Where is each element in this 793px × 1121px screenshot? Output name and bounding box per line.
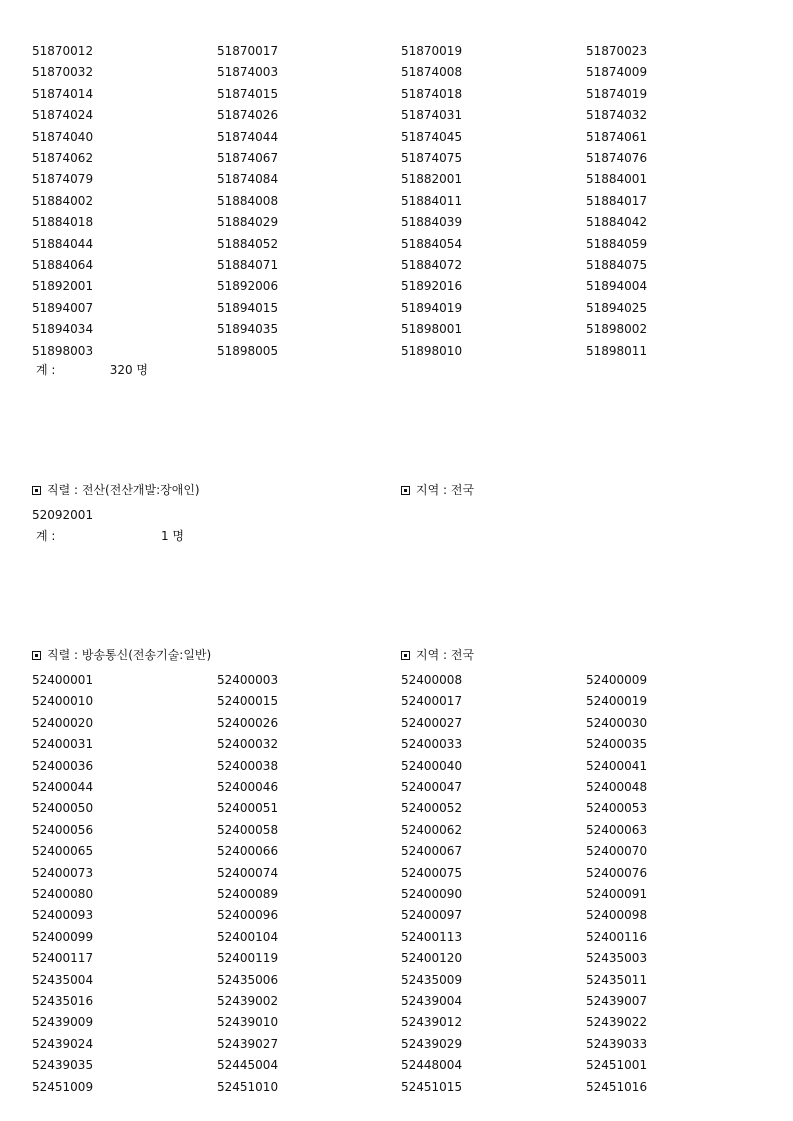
- applicant-number: 52400001: [32, 673, 94, 687]
- applicant-number: 52400044: [32, 780, 94, 794]
- applicant-number: 52435011: [586, 972, 648, 987]
- applicant-number: 51874032: [586, 108, 648, 123]
- list-row: [32, 343, 772, 364]
- applicant-number: 51898005: [217, 343, 279, 358]
- applicant-number: 52400032: [217, 737, 279, 752]
- list-row: [32, 1057, 772, 1078]
- list-row: [32, 43, 772, 64]
- applicant-number: 52439022: [586, 1015, 648, 1030]
- applicant-number: 51884044: [32, 236, 94, 251]
- region-text: 지역 : 전국: [416, 483, 475, 497]
- job-series-text: 직렬 : 방송통신(전송기술:일반): [47, 648, 212, 662]
- applicant-number: 51898010: [401, 343, 463, 358]
- applicant-number: 52400048: [586, 780, 648, 794]
- applicant-number: 51894004: [586, 279, 648, 294]
- total-section-2: [36, 528, 236, 546]
- list-row: [32, 1079, 772, 1100]
- applicant-number: 51874019: [586, 86, 648, 101]
- applicant-number: 52439033: [586, 1036, 648, 1051]
- applicant-number: 52400009: [586, 673, 648, 687]
- applicant-number: 51874067: [217, 151, 279, 165]
- applicant-number: 51894007: [32, 300, 94, 315]
- region-text: 지역 : 전국: [416, 648, 475, 662]
- job-series-text: 직렬 : 전산(전산개발:장애인): [47, 483, 200, 497]
- applicant-number: 52400120: [401, 951, 463, 966]
- applicant-number: 52439029: [401, 1036, 463, 1051]
- applicant-number: 52400030: [586, 715, 648, 730]
- applicant-number: 51874079: [32, 172, 94, 187]
- applicant-number: 52439007: [586, 994, 648, 1008]
- applicant-number: 52400104: [217, 929, 279, 944]
- applicant-number: 52400091: [586, 887, 648, 901]
- applicant-number: 52435016: [32, 994, 94, 1008]
- list-row: [32, 993, 772, 1014]
- applicant-number: 52400015: [217, 694, 279, 709]
- applicant-number: 52451001: [586, 1058, 648, 1073]
- applicant-number: 52439024: [32, 1036, 94, 1051]
- applicant-number: 52400073: [32, 865, 94, 880]
- applicant-number: 51894034: [32, 322, 94, 337]
- applicant-number: 51874040: [32, 129, 94, 144]
- applicant-number: 51874003: [217, 65, 279, 80]
- list-row: [32, 214, 772, 235]
- applicant-number: 51874062: [32, 151, 94, 165]
- applicant-number: 52439035: [32, 1058, 94, 1073]
- applicant-number: 52435003: [586, 951, 648, 966]
- applicant-number: 52439002: [217, 994, 279, 1008]
- applicant-number: 52400076: [586, 865, 648, 880]
- applicant-number: 52400093: [32, 908, 94, 923]
- applicant-number: 51884052: [217, 236, 279, 251]
- applicant-number: 51870017: [217, 44, 279, 58]
- list-row: [32, 758, 772, 779]
- applicant-number: 52435006: [217, 972, 279, 987]
- list-row: [32, 779, 772, 800]
- applicant-number: 51870032: [32, 65, 94, 80]
- applicant-number: 52400036: [32, 758, 94, 773]
- applicant-number: 52400019: [586, 694, 648, 709]
- applicant-number: 52400116: [586, 929, 648, 944]
- list-row: [32, 129, 772, 150]
- applicant-number: 51892006: [217, 279, 279, 294]
- applicant-number: 52400052: [401, 801, 463, 816]
- applicant-number: 52400051: [217, 801, 279, 816]
- applicant-number: 51884018: [32, 215, 94, 230]
- applicant-number: 52400038: [217, 758, 279, 773]
- applicant-number: 51874014: [32, 86, 94, 101]
- applicant-number: 52400080: [32, 887, 94, 901]
- applicant-number: 51898003: [32, 343, 94, 358]
- square-bullet-icon: [32, 651, 41, 660]
- square-bullet-icon: [401, 486, 410, 495]
- applicant-number: 52448004: [401, 1058, 463, 1073]
- list-row: [32, 86, 772, 107]
- applicant-number: 51884072: [401, 258, 463, 272]
- applicant-number: 51884011: [401, 193, 463, 208]
- applicant-number: 51884064: [32, 258, 94, 272]
- list-row: [32, 843, 772, 864]
- applicant-number: 52400031: [32, 737, 94, 752]
- applicant-number: 52400020: [32, 715, 94, 730]
- applicant-number: 52400050: [32, 801, 94, 816]
- applicant-number: 52400089: [217, 887, 279, 901]
- applicant-number: 52400098: [586, 908, 648, 923]
- applicant-number: 52451010: [217, 1079, 279, 1094]
- applicant-number: 52400113: [401, 929, 463, 944]
- list-row: [32, 972, 772, 993]
- list-row: [32, 193, 772, 214]
- total-value: 320 명: [109, 363, 148, 377]
- applicant-number: 52400017: [401, 694, 463, 709]
- list-row: [32, 715, 772, 736]
- applicant-number: 52400035: [586, 737, 648, 752]
- applicant-number: 51874084: [217, 172, 279, 187]
- applicant-number: 51874018: [401, 86, 463, 101]
- applicant-number: 51870012: [32, 44, 94, 58]
- applicant-number: 51874076: [586, 151, 648, 165]
- square-bullet-icon: [401, 651, 410, 660]
- list-row: [32, 736, 772, 757]
- applicant-number: 52400099: [32, 929, 94, 944]
- applicant-number: 51884029: [217, 215, 279, 230]
- applicant-number: 51884039: [401, 215, 463, 230]
- applicant-number: 51874031: [401, 108, 463, 123]
- applicant-number: 52400063: [586, 822, 648, 837]
- applicant-number: 52435004: [32, 972, 94, 987]
- applicant-number: 52400010: [32, 694, 94, 709]
- applicant-number: 51874008: [401, 65, 463, 80]
- applicant-number: 51874045: [401, 129, 463, 144]
- list-row: [32, 693, 772, 714]
- applicant-number: 52400090: [401, 887, 463, 901]
- applicant-number: 52451009: [32, 1079, 94, 1094]
- list-row: [32, 865, 772, 886]
- applicant-number: 52400074: [217, 865, 279, 880]
- job-series-label: [32, 647, 211, 663]
- applicant-number: 52445004: [217, 1058, 279, 1073]
- list-row: [32, 800, 772, 821]
- applicant-number: 52400058: [217, 822, 279, 837]
- total-label: 계 :: [36, 529, 56, 543]
- list-row: [32, 171, 772, 192]
- applicant-number: 52400096: [217, 908, 279, 923]
- applicant-number: 52439027: [217, 1036, 279, 1051]
- list-row: [32, 321, 772, 342]
- applicant-number: 51874075: [401, 151, 463, 165]
- list-row: [32, 1036, 772, 1057]
- applicant-number: 51874009: [586, 65, 648, 80]
- applicant-number: 52400040: [401, 758, 463, 773]
- section-header-3: [32, 647, 772, 665]
- list-row: [32, 1014, 772, 1035]
- applicant-number: 51884002: [32, 193, 94, 208]
- applicant-number: 51870023: [586, 44, 648, 58]
- applicant-number: 51894019: [401, 300, 463, 315]
- square-bullet-icon: [32, 486, 41, 495]
- applicant-number: 51884042: [586, 215, 648, 230]
- applicant-number: 52400008: [401, 673, 463, 687]
- applicant-number: 52400047: [401, 780, 463, 794]
- applicant-number: 51898002: [586, 322, 648, 337]
- applicant-number: 52400067: [401, 844, 463, 859]
- applicant-number: 52400003: [217, 673, 279, 687]
- applicant-number: 51882001: [401, 172, 463, 187]
- applicant-number: 52400062: [401, 822, 463, 837]
- applicant-number: 51874026: [217, 108, 279, 123]
- applicant-number: 52439010: [217, 1015, 279, 1030]
- applicant-number: 52400066: [217, 844, 279, 859]
- applicant-number: 52400117: [32, 951, 94, 966]
- applicant-number: 51884071: [217, 258, 279, 272]
- applicant-number: 51898011: [586, 343, 648, 358]
- applicant-number: 52400070: [586, 844, 648, 859]
- list-row: [32, 950, 772, 971]
- applicant-number: 52400119: [217, 951, 279, 966]
- list-row: [32, 236, 772, 257]
- job-series-label: [32, 482, 200, 498]
- applicant-number: 51874024: [32, 108, 94, 123]
- list-row: [32, 672, 772, 693]
- applicant-number: 52400075: [401, 865, 463, 880]
- applicant-number: 52451016: [586, 1079, 648, 1094]
- applicant-number: 52400053: [586, 801, 648, 816]
- applicant-number: 51894015: [217, 300, 279, 315]
- applicant-number: 52400065: [32, 844, 94, 859]
- applicant-number: 51884059: [586, 236, 648, 251]
- applicant-number: 51892001: [32, 279, 94, 294]
- list-row: [32, 507, 772, 528]
- applicant-number: 51892016: [401, 279, 463, 294]
- applicant-number: 51870019: [401, 44, 463, 58]
- applicant-number: 51898001: [401, 322, 463, 337]
- total-value: 1 명: [160, 529, 184, 543]
- applicant-number: 51884017: [586, 193, 648, 208]
- applicant-number: 52400097: [401, 908, 463, 923]
- applicant-number: 51874061: [586, 129, 648, 144]
- list-row: [32, 300, 772, 321]
- applicant-number: 52439012: [401, 1015, 463, 1030]
- applicant-number: 52435009: [401, 972, 463, 987]
- applicant-number: 52439004: [401, 994, 463, 1008]
- region-label: [401, 647, 474, 663]
- applicant-number: 52400027: [401, 715, 463, 730]
- list-row: [32, 64, 772, 85]
- list-row: [32, 278, 772, 299]
- total-label: 계 :: [36, 363, 56, 377]
- region-label: [401, 482, 474, 498]
- section-header-2: [32, 482, 772, 500]
- applicant-number: 52400046: [217, 780, 279, 794]
- applicant-number: 51884008: [217, 193, 279, 208]
- applicant-number: 51884075: [586, 258, 648, 272]
- applicant-number: 52092001: [32, 508, 94, 522]
- list-row: [32, 822, 772, 843]
- applicant-number: 51884001: [586, 172, 648, 187]
- total-section-1: [36, 362, 236, 380]
- list-row: [32, 257, 772, 278]
- applicant-number: 51894025: [586, 300, 648, 315]
- list-row: [32, 107, 772, 128]
- list-row: [32, 907, 772, 928]
- applicant-number: 51874044: [217, 129, 279, 144]
- applicant-number: 52400041: [586, 758, 648, 773]
- list-row: [32, 886, 772, 907]
- applicant-number: 51874015: [217, 86, 279, 101]
- applicant-number: 52400056: [32, 822, 94, 837]
- applicant-number: 52400033: [401, 737, 463, 752]
- list-row: [32, 150, 772, 171]
- applicant-number: 52400026: [217, 715, 279, 730]
- applicant-number: 51894035: [217, 322, 279, 337]
- list-row: [32, 929, 772, 950]
- applicant-number: 52451015: [401, 1079, 463, 1094]
- applicant-number: 52439009: [32, 1015, 94, 1030]
- applicant-number: 51884054: [401, 236, 463, 251]
